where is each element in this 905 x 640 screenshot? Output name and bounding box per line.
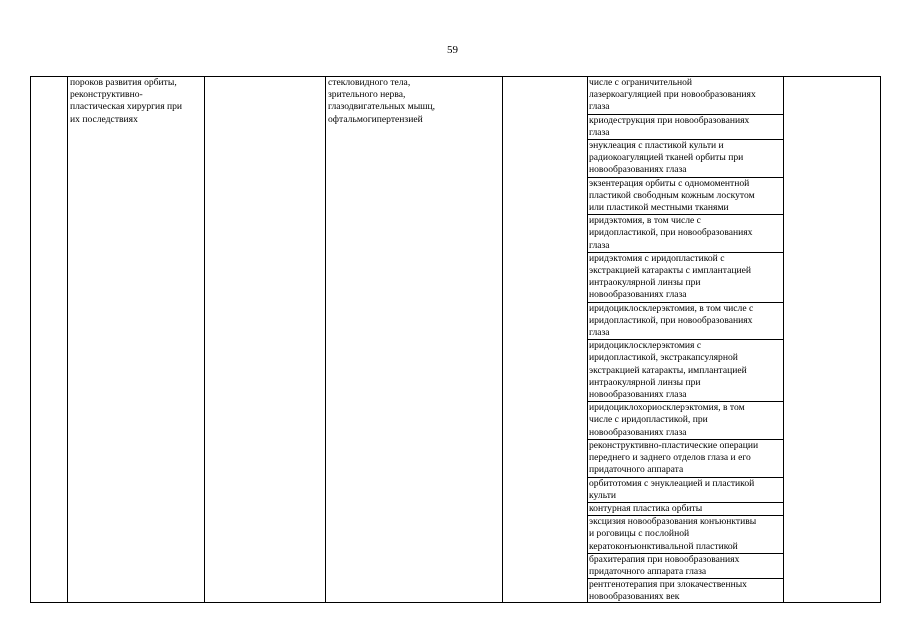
procedure-item: числе с ограничительной лазеркоагуляцией при новообразованиях глаза (588, 77, 783, 115)
condition-cell: стекловидного тела, зрительного нерва, глазодвигательных мышц, офтальмогипертензией (328, 77, 436, 125)
procedure-item: брахитерапия при новообразованиях придаточного аппарата глаза (588, 554, 783, 579)
procedure-item: иридоциклохориосклерэктомия, в том числе с иридопластикой, при новообразованиях глаза (588, 402, 783, 440)
procedure-item: иридоциклосклерэктомия с иридопластикой, экстракапсулярной экстракцией катаракты, имплантацией интраокулярной линзы при новообразованиях глаза (588, 340, 783, 402)
page-number: 59 (447, 44, 458, 56)
medical-procedures-table (30, 76, 881, 603)
procedure-item: иридоциклосклерэктомия, в том числе с иридопластикой, при новообразованиях глаза (588, 303, 783, 341)
column-divider (325, 77, 326, 602)
column-divider (204, 77, 205, 602)
procedure-item: криодеструкция при новообразованиях глаза (588, 115, 783, 140)
procedure-item: иридэктомия с иридопластикой с экстракцией катаракты с имплантацией интраокулярной линзы при новообразованиях глаза (588, 253, 783, 303)
procedure-item: экзентерация орбиты с одномоментной пластикой свободным кожным лоскутом или пластикой местными тканями (588, 178, 783, 216)
procedure-item: орбитотомия с энуклеацией и пластикой культи (588, 478, 783, 503)
procedure-list (588, 77, 783, 604)
procedure-item: энуклеация с пластикой культи и радиокоагуляцией тканей орбиты при новообразованиях глаза (588, 140, 783, 178)
column-divider (67, 77, 68, 602)
procedure-item: контурная пластика орбиты (588, 503, 783, 516)
procedure-item: эксцизия новообразования конъюнктивы и роговицы с послойной кератоконъюнктивальной пластикой (588, 516, 783, 554)
procedure-item: рентгенотерапия при злокачественных новообразованиях век (589, 579, 747, 603)
column-divider (502, 77, 503, 602)
column-divider (783, 77, 784, 602)
procedure-item: реконструктивно-пластические операции переднего и заднего отделов глаза и его придаточного аппарата (588, 440, 783, 478)
diagnosis-group-cell: пороков развития орбиты, реконструктивно- пластическая хирургия при их последствиях (70, 77, 183, 125)
procedure-item: иридэктомия, в том числе с иридопластикой, при новообразованиях глаза (588, 215, 783, 253)
